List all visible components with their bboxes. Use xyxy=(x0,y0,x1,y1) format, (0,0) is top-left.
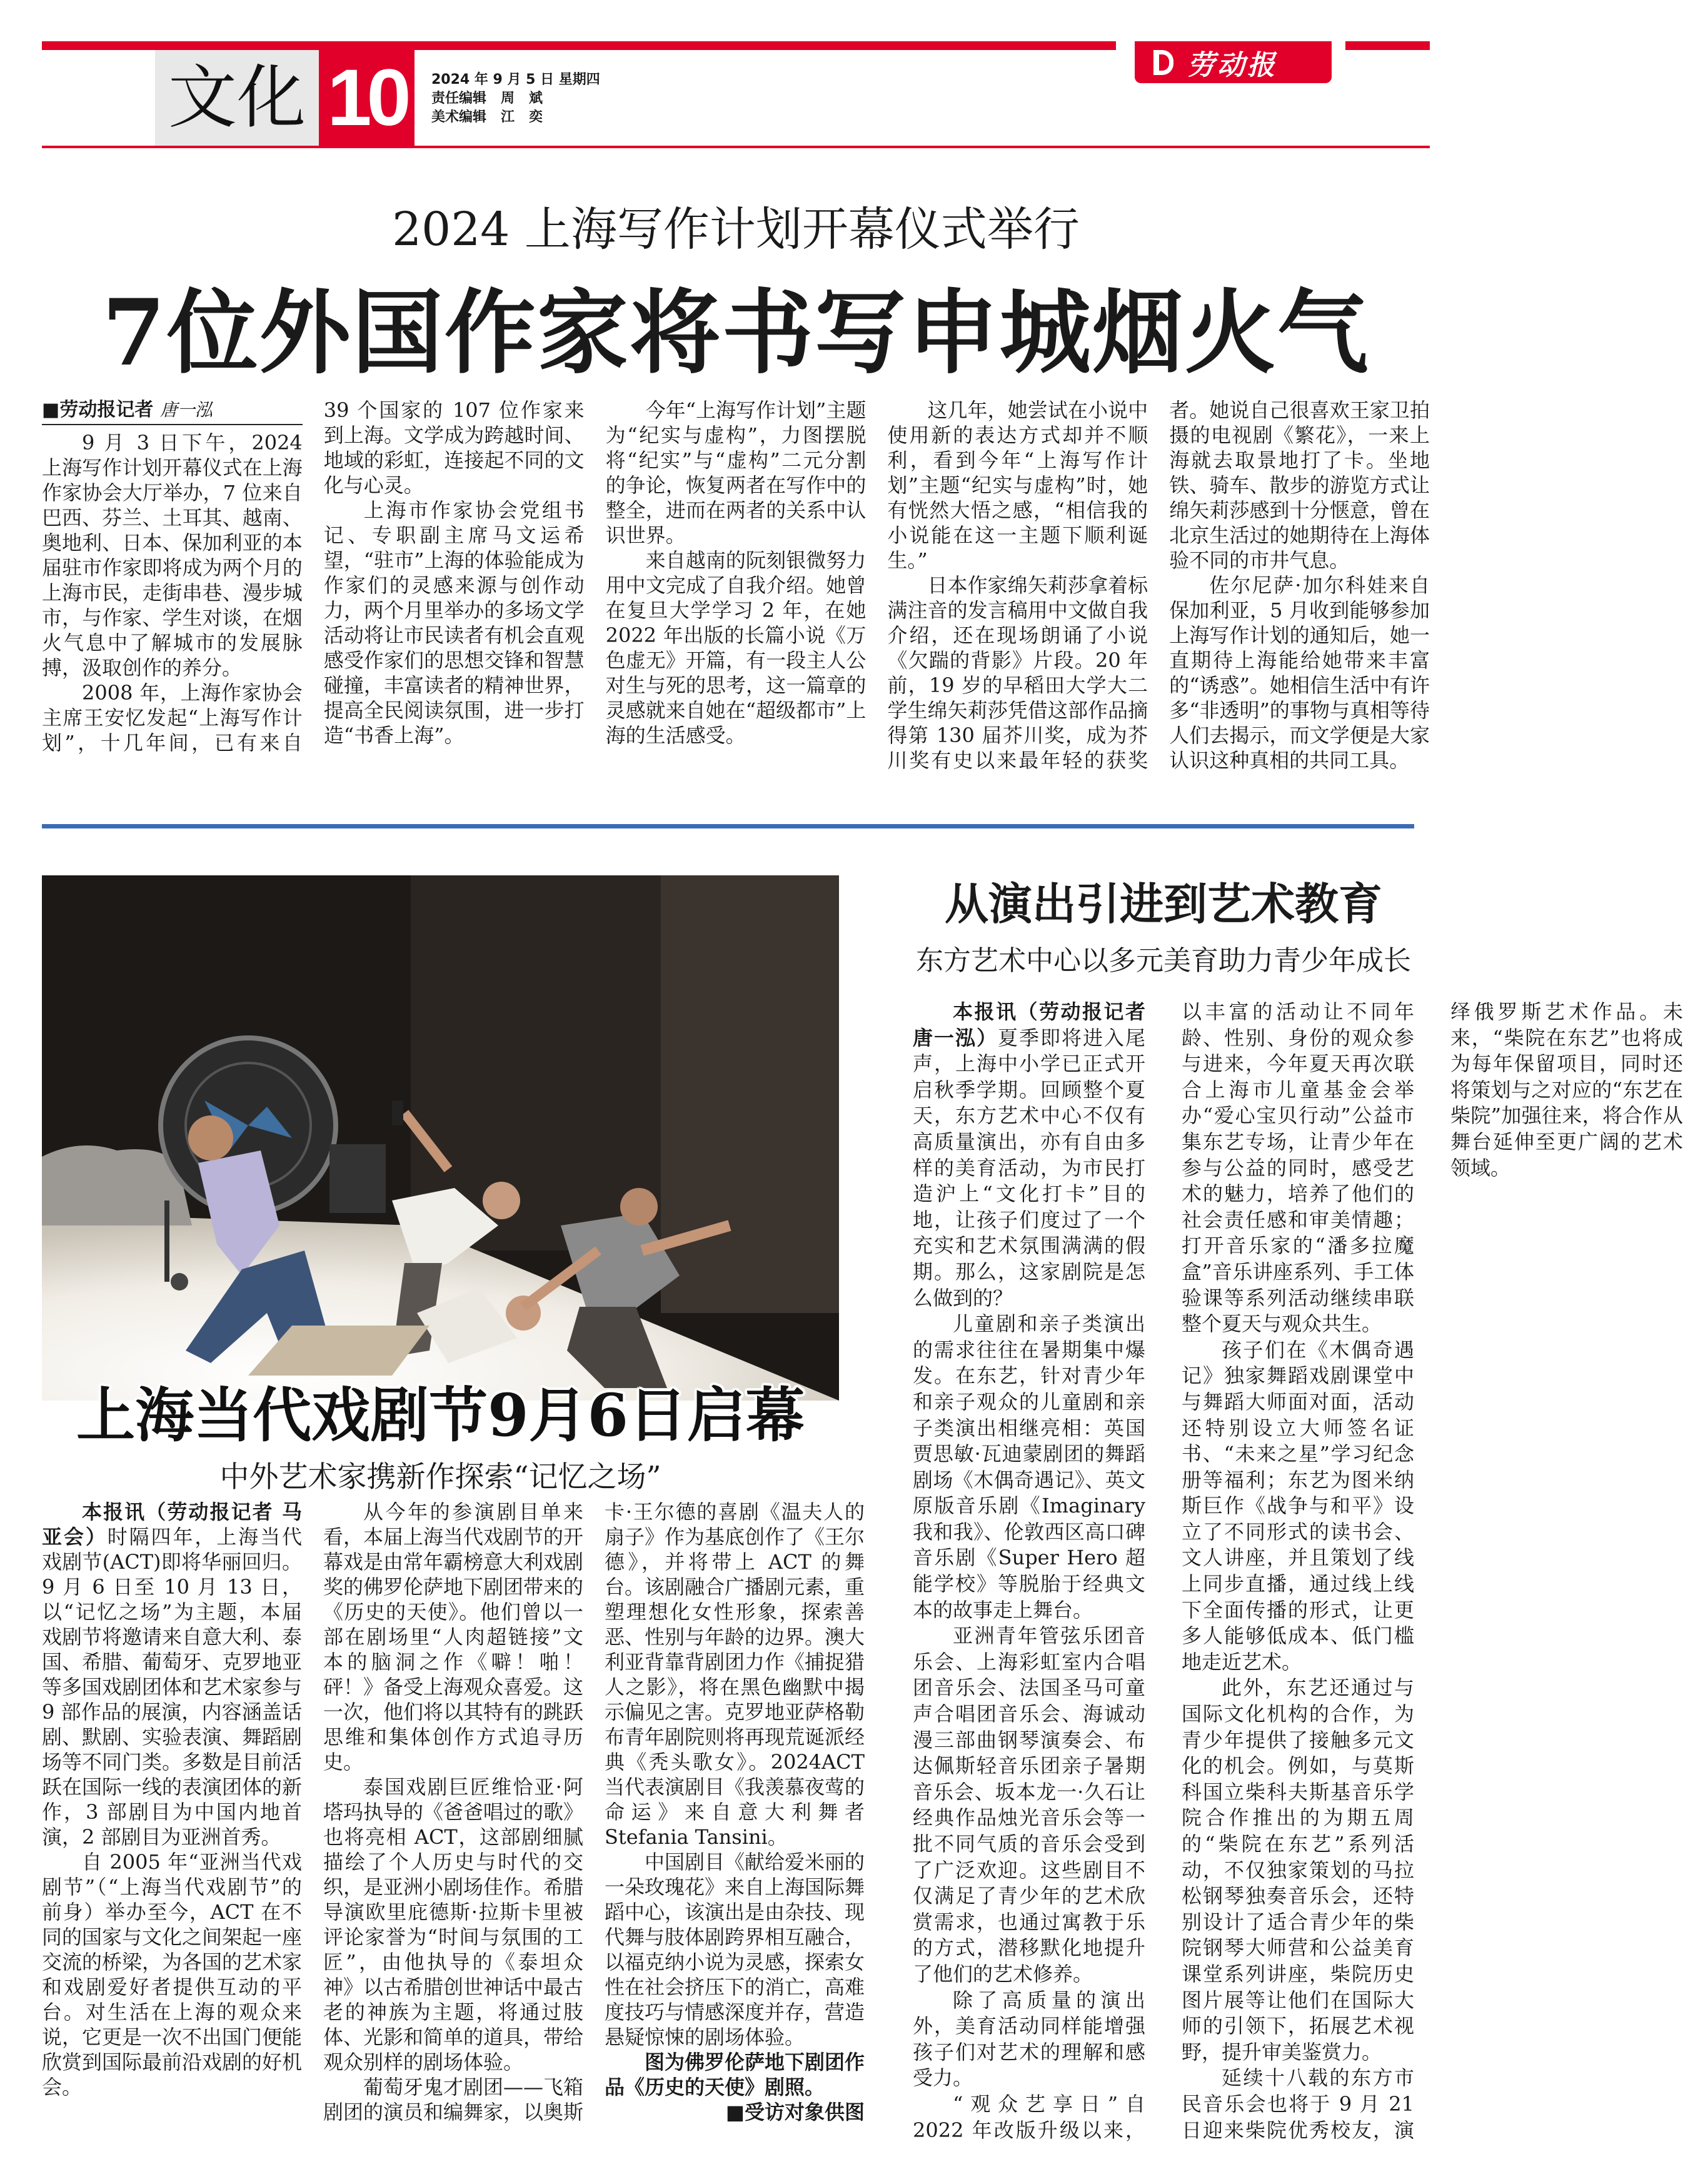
top-rule xyxy=(42,41,1116,50)
paragraph: 9 月 3 日下午，2024 上海写作计划开幕仪式在上海作家协会大厅举办，7 位来自巴西、芬兰、土耳其、越南、奥地利、日本、保加利亚的本届驻市作家即将成为两个月的上海市民，走街串巷、漫步城市，与作家、学生对谈，在烟火气息中了解城市的发展脉搏，汲取创作的养分。 xyxy=(42,431,303,680)
paragraph: 孩子们在《木偶奇遇记》独家舞蹈戏剧课堂中与舞蹈大师面对面，活动还特别设立大师签名证书、“未来之星”学习纪念册等福利；东艺为图米纳斯巨作《战争与和平》设立了不同形式的读书会、文人讲座，并且策划了线上同步直播，通过线上线下全面传播的形式，让更多人能够低成本、低门槛地走近艺术。 xyxy=(1182,1337,1414,1674)
issue-date: 2024 年 9 月 5 日 星期四 xyxy=(431,72,600,88)
paragraph: 自 2005 年“亚洲当代戏剧节”（“上海当代戏剧节”的前身）举办至今，ACT 在不同的国家与文化之间架起一座交流的桥梁，为各国的艺术家和戏剧爱好者提供互动的平台。对生活在上海的观众来说，它更是一次不出国门便能欣赏到国际最前沿戏剧的好机会。 xyxy=(42,1850,303,2099)
top-article-body xyxy=(42,398,1430,773)
masthead-bottom-rule xyxy=(42,146,1430,148)
logo-text: 劳动报 xyxy=(1187,49,1277,81)
paragraph: “观众艺享日”自 2022 年改版升级以来，以丰富的活动让不同年龄、性别、身份的观众参与进来，今年夏天再次联合上海市儿童基金会举办“爱心宝贝行动”公益市集东艺专场，让青少年在参与公益的同时，感受艺术的魅力，培养了他们的社会责任感和审美情趣；打开音乐家的“潘多拉魔盒”音乐讲座系列、手工体验课等系列活动继续串联整个夏天与观众共生。 xyxy=(913,1000,1414,2142)
stage-photo xyxy=(42,875,839,1401)
byline-label: ■劳动报记者 xyxy=(42,399,154,421)
paragraph: 亚洲青年管弦乐团音乐会、上海彩虹室内合唱团音乐会、法国圣马可童声合唱团音乐会、海诚动漫三部曲钢琴演奏会、布达佩斯轻音乐团亲子暑期音乐会、坂本龙一·久石让经典作品烛光音乐会等一批不同气质的音乐会受到了广泛欢迎。这些剧目不仅满足了青少年的艺术欣赏需求，也通过寓教于乐的方式，潜移默化地提升了他们的艺术修养。 xyxy=(913,1624,1145,1986)
responsible-editor: 责任编辑 周 斌 xyxy=(431,91,543,106)
paragraph: 除了高质量的演出外，美育活动同样能增强孩子们对艺术的理解和感受力。 xyxy=(913,1988,1145,2090)
equipment-case xyxy=(329,1144,386,1213)
theatre-article-body xyxy=(42,1499,865,2125)
stage-photo-image xyxy=(42,875,839,1401)
paragraph xyxy=(913,999,1145,1311)
photo-caption: 图为佛罗伦萨地下剧团作品《历史的天使》剧照。 xyxy=(605,2050,865,2099)
dateline: 本报讯（劳动报记者 马亚会） xyxy=(42,1500,302,1549)
top-rule-right xyxy=(1345,41,1430,50)
logo-mark-icon xyxy=(1153,50,1173,75)
section-divider xyxy=(42,824,1414,828)
paragraph: 这几年，她尝试在小说中使用新的表达方式却并不顺利，看到今年“上海写作计划”主题“纪实与虚构”时，她有恍然大悟之感，“相信我的小说能在这一主题下顺利诞生。” xyxy=(887,398,1148,572)
byline-name: 唐一泓 xyxy=(159,400,213,420)
theatre-article-subheadline: 中外艺术家携新作探索“记忆之场” xyxy=(219,1460,661,1494)
arts-article-body xyxy=(913,999,1683,2146)
paragraph: 今年“上海写作计划”主题为“纪实与虚构”，力图摆脱将“纪实”与“虚构”二元分割的争论，恢复两者在写作中的整全，进而在两者的关系中认识世界。 xyxy=(605,398,867,547)
paragraph: 从今年的参演剧目单来看，本届上海当代戏剧节的开幕戏是由常年霸榜意大利戏剧奖的佛罗伦萨地下剧团带来的《历史的天使》。他们曾以一部在剧场里“人肉超链接”文本的脑洞之作《噼！啪！砰！》备受上海观众喜爱。这一次，他们将以其特有的跳跃思维和集体创作方式追寻历史。 xyxy=(323,1500,584,1774)
byline xyxy=(42,398,303,425)
top-article-kicker: 2024 上海写作计划开幕仪式举行 xyxy=(392,203,1080,256)
theatre-article-headline: 上海当代戏剧节9月6日启幕 xyxy=(76,1381,805,1450)
paragraph xyxy=(42,1499,302,1849)
paragraph: 葡萄牙鬼才剧团——飞箱剧团的演员和编舞家，以奥斯卡·王尔德的喜剧《温夫人的扇子》作为基底创作了《王尔德》，并将带上 ACT 的舞台。该剧融合广播剧元素，重塑理想化女性形象，探索善恶、性别与年龄的边界。澳大利亚背靠背剧团力作《捕捉猎人之影》，将在黑色幽默中揭示偏见之害。克罗地亚萨格勒布青年剧院则将再现荒诞派经典《秃头歌女》。2024ACT 当代表演剧目《我羡慕夜莺的命运》来自意大利舞者 Stefania Tansini。 xyxy=(323,1500,865,2124)
arts-article-headline: 从演出引进到艺术教育 xyxy=(945,878,1382,930)
section-name: 文化 xyxy=(155,50,319,146)
paragraph: 此外，东艺还通过与国际文化机构的合作，为青少年提供了接触多元文化的机会。例如，与莫斯科国立柴科夫斯基音乐学院合作推出的为期五周的“柴院在东艺”系列活动，不仅独家策划的马拉松钢琴独奏音乐会，还特别设计了适合青少年的柴院钢琴大师营和公益美育课堂系列讲座，柴院历史图片展等让他们在国际大师的引领下，拓展艺术视野，提升审美鉴赏力。 xyxy=(1182,1676,1414,2064)
paragraph: 2008 年，上海作家协会主席王安忆发起“上海写作计划”，十几年间，已有来自 39 个国家的 107 位作家来到上海。文学成为跨越时间、地域的彩虹，连接起不同的文化与心灵。 xyxy=(42,398,585,755)
paragraph: 儿童剧和亲子类演出的需求往往在暑期集中爆发。在东艺，针对青少年和亲子观众的儿童剧和亲子类演出相继亮相：英国贾思敏·瓦迪蒙剧团的舞蹈剧场《木偶奇遇记》、英文原版音乐剧《Imaginary 我和我》、伦敦西区高口碑音乐剧《Super Hero 超能学校》等脱胎于经典文本的故事走上舞台。 xyxy=(913,1312,1145,1622)
paragraph: 上海市作家协会党组书记、专职副主席马文运希望，“驻市”上海的体验能成为作家们的灵感来源与创作动力，两个月里举办的多场文学活动将让市民读者有机会直观感受作家们的思想交锋和智慧碰撞，丰富读者的精神世界，提高全民阅读氛围，进一步打造“书香上海”。 xyxy=(323,498,585,747)
top-article-headline: 7位外国作家将书写申城烟火气 xyxy=(102,279,1370,386)
arts-article-subheadline: 东方艺术中心以多元美育助力青少年成长 xyxy=(916,945,1411,977)
photo-credit: ■受访对象供图 xyxy=(725,2100,865,2124)
paragraph: 佐尔尼萨·加尔科娃来自保加利亚，5 月收到能够参加上海写作计划的通知后，她一直期待上海能给她带来丰富的“诱惑”。她相信生活中有许多“非透明”的事物与真相等待人们去揭示，而文学便是大家认识这种真相的共同工具。 xyxy=(1169,573,1430,772)
paragraph: 延续十八载的东方市民音乐会也将于 9 月 21 日迎来柴院优秀校友，演绎俄罗斯艺术作品。未来，“柴院在东艺”也将成为每年保留项目，同时还将策划与之对应的“东艺在柴院”加强往来，将合作从舞台延伸至更广阔的艺术领域。 xyxy=(1182,1000,1683,2142)
dateline: 本报讯（劳动报记者 唐一泓） xyxy=(913,1000,1145,1050)
paragraph: 日本作家绵矢莉莎拿着标满注音的发言稿用中文做自我介绍，还在现场朗诵了小说《欠踹的背影》片段。20 年前，19 岁的早稻田大学大二学生绵矢莉莎凭借这部作品摘得第 130 届芥川奖，成为芥川奖有史以来最年轻的获奖者。她说自己很喜欢王家卫拍摄的电视剧《繁花》，一来上海就去取景地打了卡。坐地铁、骑车、散步的游览方式让绵矢莉莎感到十分惬意，曾在北京生活过的她期待在上海体验不同的市井气息。 xyxy=(887,398,1430,772)
art-editor: 美术编辑 江 奕 xyxy=(431,109,543,125)
paragraph: 来自越南的阮刻银微努力用中文完成了自我介绍。她曾在复旦大学学习 2 年，在她 2022 年出版的长篇小说《万色虚无》开篇，有一段主人公对生与死的思考，这一篇章的灵感就来自她在“超级都市”上海的生活感受。 xyxy=(605,548,867,747)
paragraph-text: 夏季即将进入尾声，上海中小学已正式开启秋季学期。回顾整个夏天，东方艺术中心不仅有高质量演出，亦有自由多样的美育活动，为市民打造沪上“文化打卡”目的地，让孩子们度过了一个充实和艺术氛围满满的假期。那么，这家剧院是怎么做到的？ xyxy=(913,1025,1145,1310)
page-number: 10 xyxy=(319,50,414,146)
paragraph-text: 时隔四年，上海当代戏剧节(ACT)即将华丽回归。9 月 6 日至 10 月 13 日，以“记忆之场”为主题，本届戏剧节将邀请来自意大利、泰国、希腊、葡萄牙、克罗地亚等多国戏剧团体和艺术家参与 9 部作品的展演，内容涵盖话剧、默剧、实验表演、舞蹈剧场等不同门类。多数是目前活跃在国际一线的表演团体的新作，3 部剧目为中国内地首演，2 部剧目为亚洲首秀。 xyxy=(42,1525,303,1849)
paragraph: 中国剧目《献给爱米丽的一朵玫瑰花》来自上海国际舞蹈中心，该演出是由杂技、现代舞与肢体剧跨界相互融合，以福克纳小说为灵感，探索女性在社会挤压下的消亡，高难度技巧与情感深度并存，营造悬疑惊悚的剧场体验。 xyxy=(605,1850,865,2049)
newspaper-logo xyxy=(1135,41,1332,83)
paragraph: 泰国戏剧巨匠维恰亚·阿塔玛执导的《爸爸唱过的歌》也将亮相 ACT，这部剧细腻描绘了个人历史与时代的交织，是亚洲小剧场佳作。希腊导演欧里庇德斯·拉斯卡里被评论家誉为“时间与氛围的工匠”，由他执导的《泰坦众神》以古希腊创世神话中最古老的神族为主题，将通过肢体、光影和简单的道具，带给观众别样的剧场体验。 xyxy=(323,1775,584,2074)
